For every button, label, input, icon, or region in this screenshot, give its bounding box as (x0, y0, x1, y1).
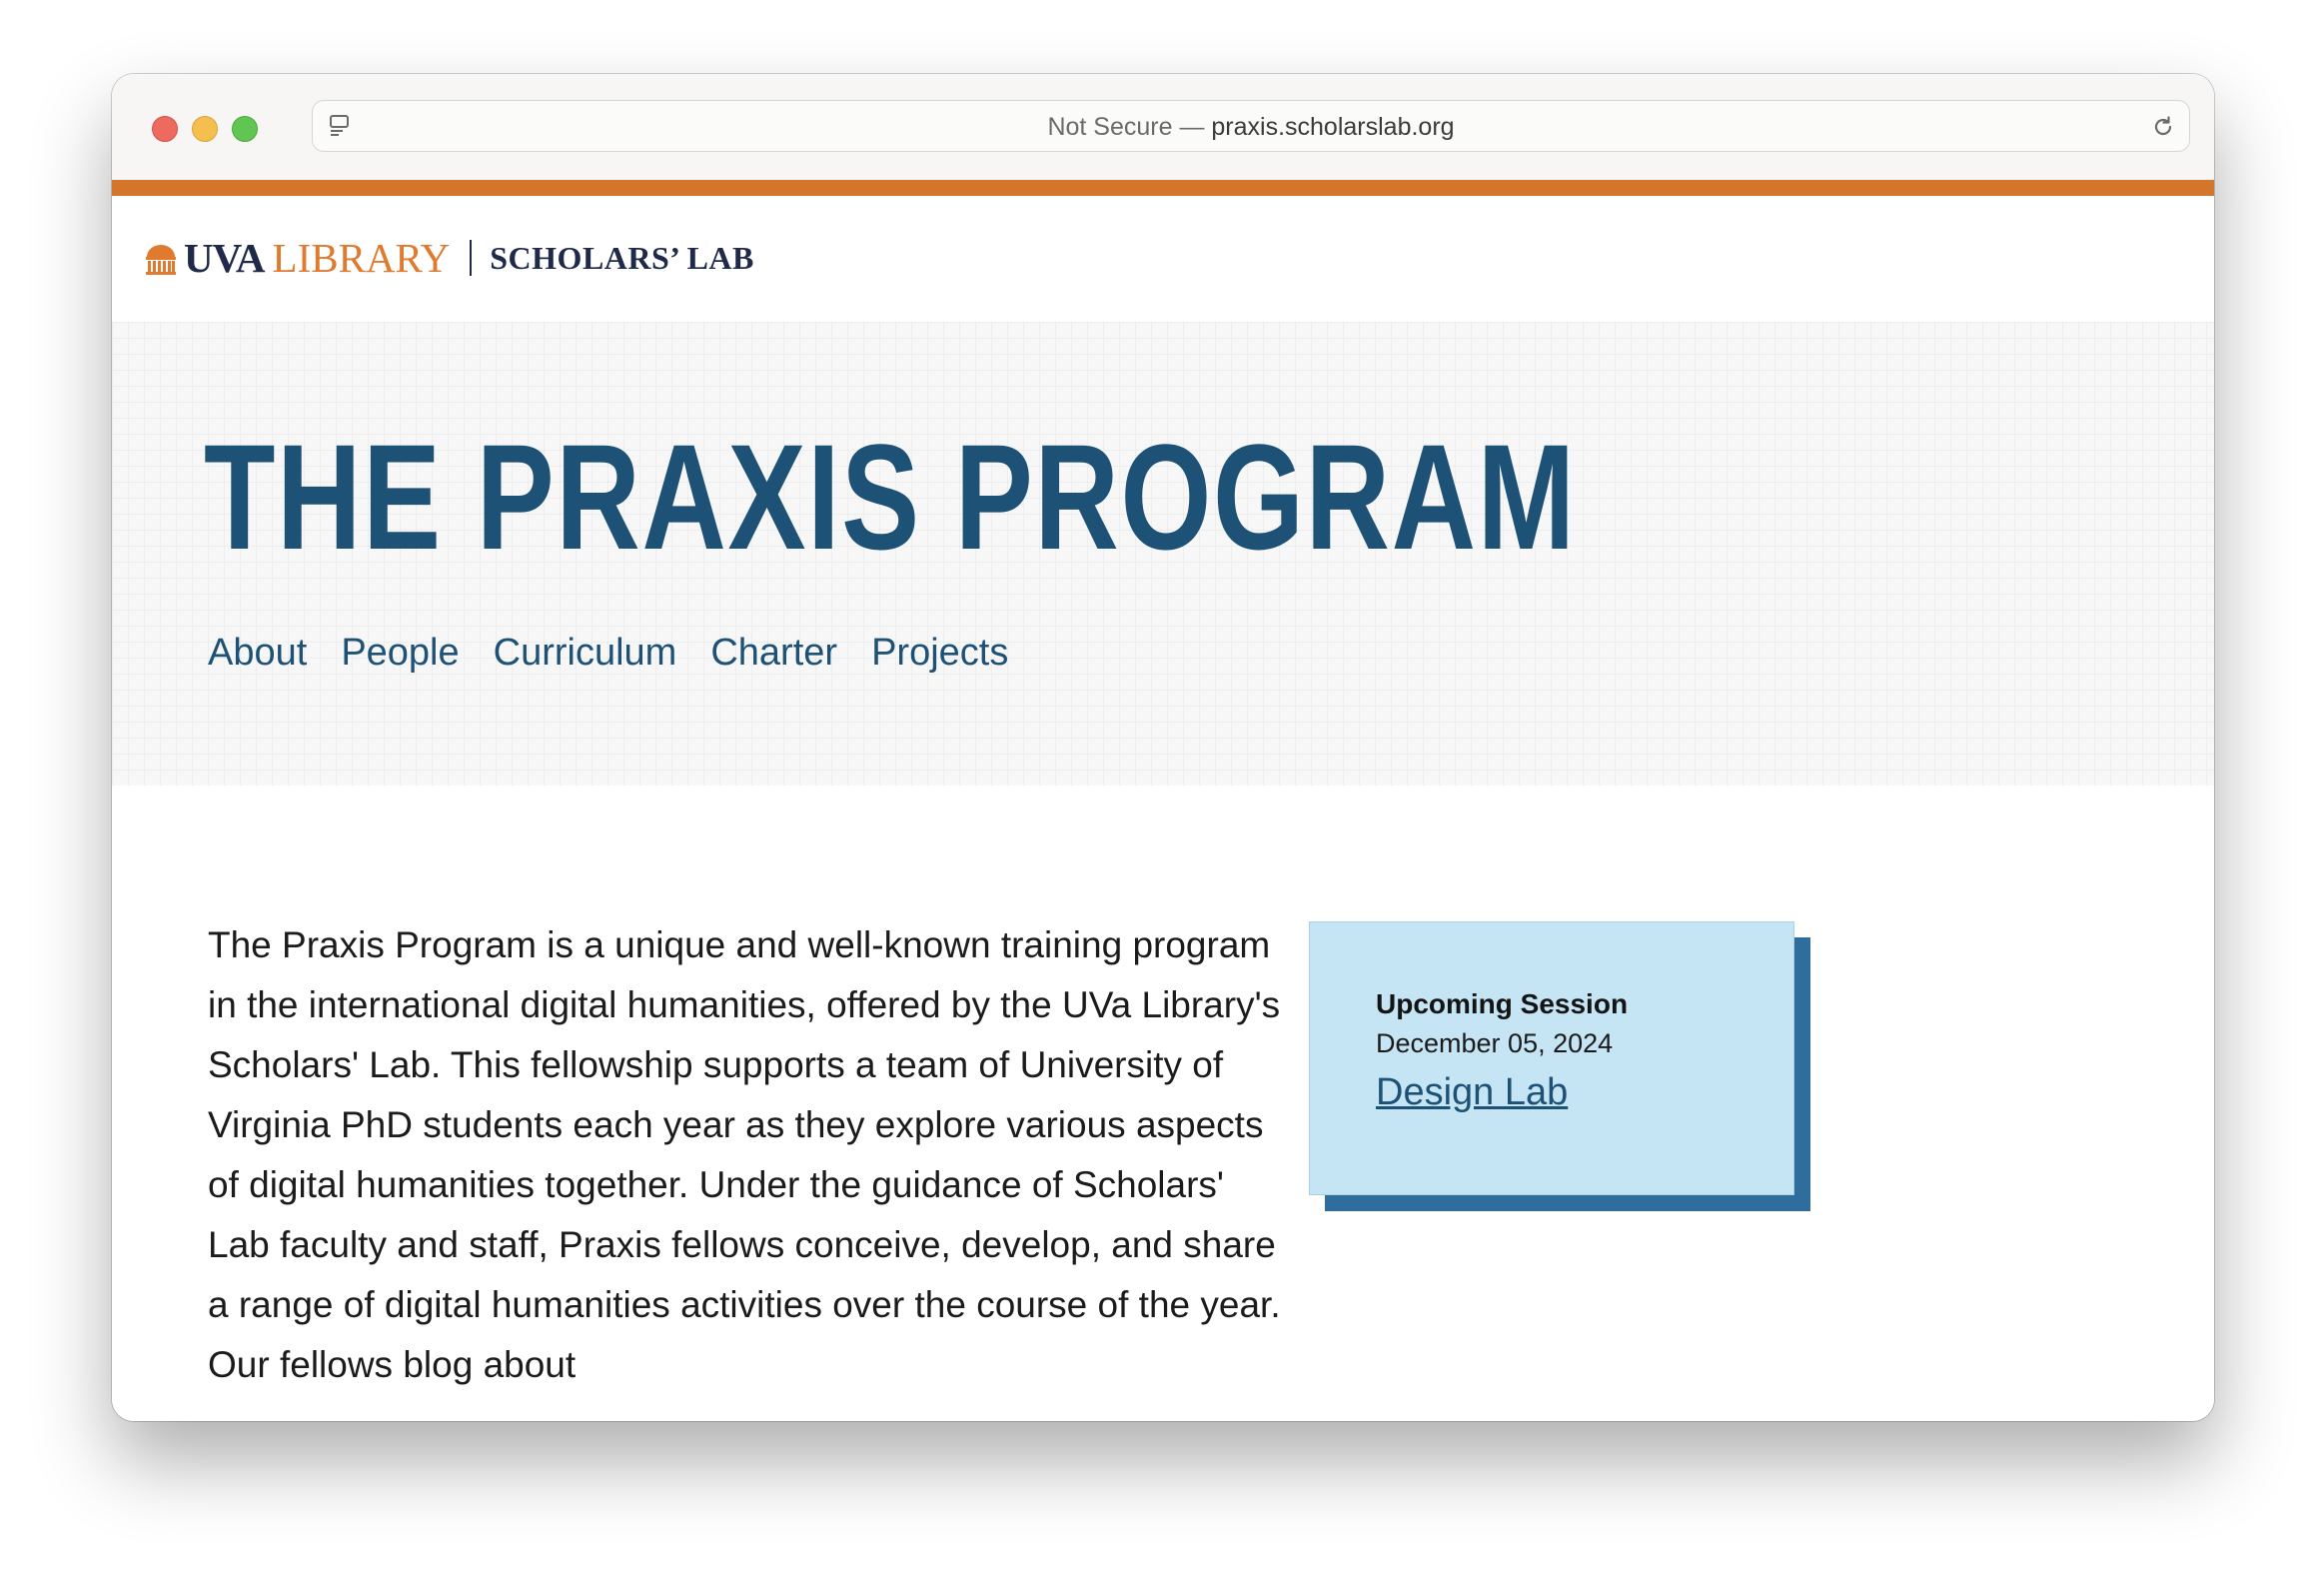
address-bar[interactable] (312, 100, 2190, 152)
security-status: Not Secure — (1047, 113, 1212, 141)
browser-titlebar (112, 74, 2214, 181)
nav-curriculum[interactable]: Curriculum (493, 632, 677, 674)
logo-uva: UVA (184, 235, 265, 281)
logo-scholars-lab: SCHOLARS’ LAB (490, 239, 754, 276)
nav-people[interactable]: People (341, 632, 460, 674)
hero-banner (112, 322, 2214, 785)
rotunda-icon (144, 241, 178, 275)
upcoming-session-card (1309, 921, 1794, 1195)
url-host: praxis.scholarslab.org (1211, 113, 1455, 141)
close-window-button[interactable] (152, 116, 178, 142)
zoom-window-button[interactable] (232, 116, 258, 142)
accent-bar (112, 180, 2214, 196)
url-text (313, 101, 2189, 153)
logo-divider (470, 240, 472, 276)
program-nav (208, 632, 1008, 675)
logo-library: LIBRARY (272, 235, 451, 281)
minimize-window-button[interactable] (192, 116, 218, 142)
nav-charter[interactable]: Charter (710, 632, 838, 674)
page-content (112, 196, 2214, 1421)
session-link[interactable]: Design Lab (1376, 1071, 1569, 1113)
nav-about[interactable]: About (208, 632, 308, 674)
reload-icon[interactable] (2149, 113, 2177, 141)
intro-paragraph: The Praxis Program is a unique and well-known training program in the international digital humanities, offered by the UVa Library's Scholars' Lab. This fellowship supports a team of University of Virginia PhD students each year as they explore various aspects of digital humanities together. Under the guidance of Scholars' Lab faculty and staff, Praxis fellows conceive, develop, and share a range of digital humanities activities over the course of the year. Our fellows blog about (208, 924, 1281, 1385)
site-logo[interactable] (144, 228, 754, 288)
page-title: THE PRAXIS PROGRAM (204, 413, 1577, 581)
browser-window (112, 74, 2214, 1421)
session-label: Upcoming Session (1376, 988, 1629, 1019)
session-date: December 05, 2024 (1376, 1028, 1614, 1058)
nav-projects[interactable]: Projects (871, 632, 1009, 674)
